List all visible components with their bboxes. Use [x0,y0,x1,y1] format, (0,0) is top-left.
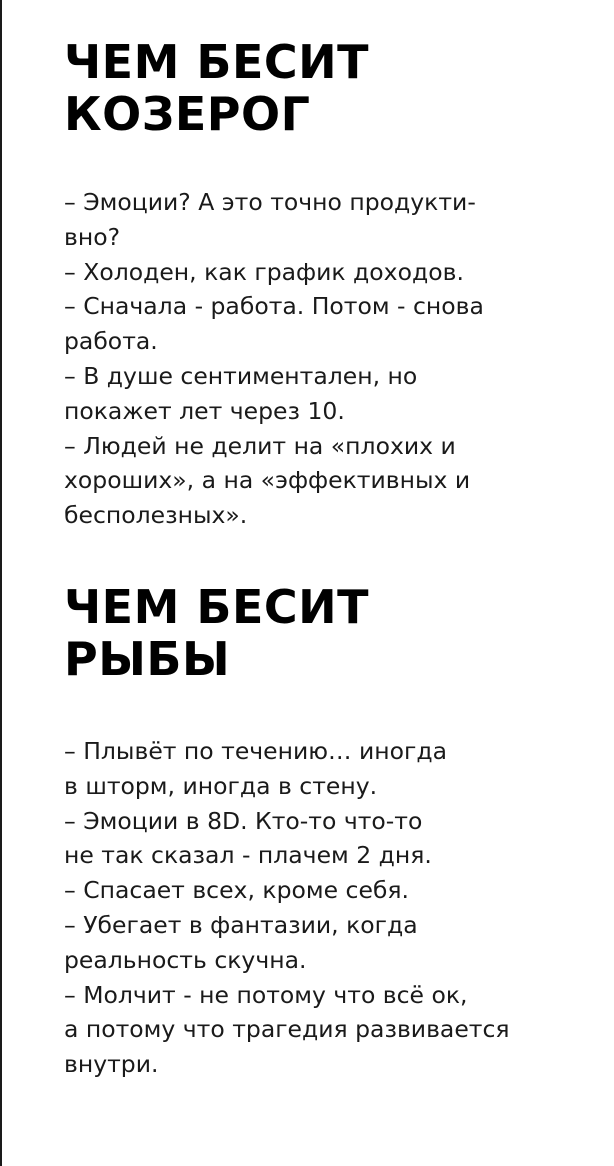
body-line: – Молчит - не потому что всё ок, [64,980,468,1009]
body-line: бесполезных». [64,501,248,530]
article-content [64,36,594,1082]
body-line: – Убегает в фантазии, когда [64,910,418,939]
body-line: покажет лет через 10. [64,396,345,425]
body-line: в шторм, иногда в стену. [64,771,378,800]
title-line: ЧЕМ БЕСИТ [64,579,370,634]
body-line: – Людей не делит на «плохих и [64,431,456,460]
body-line: – Спасает всех, кроме себя. [64,876,410,905]
title-line: РЫБЫ [64,631,231,686]
body-line: – Холоден, как график доходов. [64,257,464,286]
body-line: – Эмоции в 8D. Кто-то что-то [64,806,423,835]
title-line: КОЗЕРОГ [64,87,311,141]
section-title-pisces [64,581,594,685]
left-border-divider [0,0,2,1166]
title-line: ЧЕМ БЕСИТ [64,35,370,89]
section-body-pisces [64,734,594,1082]
body-line: – В душе сентиментален, но [64,361,418,390]
body-line: хороших», а на «эффективных и [64,466,471,495]
body-line: не так сказал - плачем 2 дня. [64,841,432,870]
body-line: работа. [64,327,158,356]
section-title-capricorn [64,36,594,140]
body-line: – Эмоции? А это точно продукти- [64,188,476,216]
body-line: – Сначала - работа. Потом - снова [64,292,484,321]
body-line: – Плывёт по течению… иногда [64,736,448,765]
body-line: внутри. [64,1050,159,1079]
section-body-capricorn [64,185,594,533]
body-line: а потому что трагедия развивается [64,1015,510,1044]
body-line: вно? [64,222,121,251]
body-line: реальность скучна. [64,945,307,974]
